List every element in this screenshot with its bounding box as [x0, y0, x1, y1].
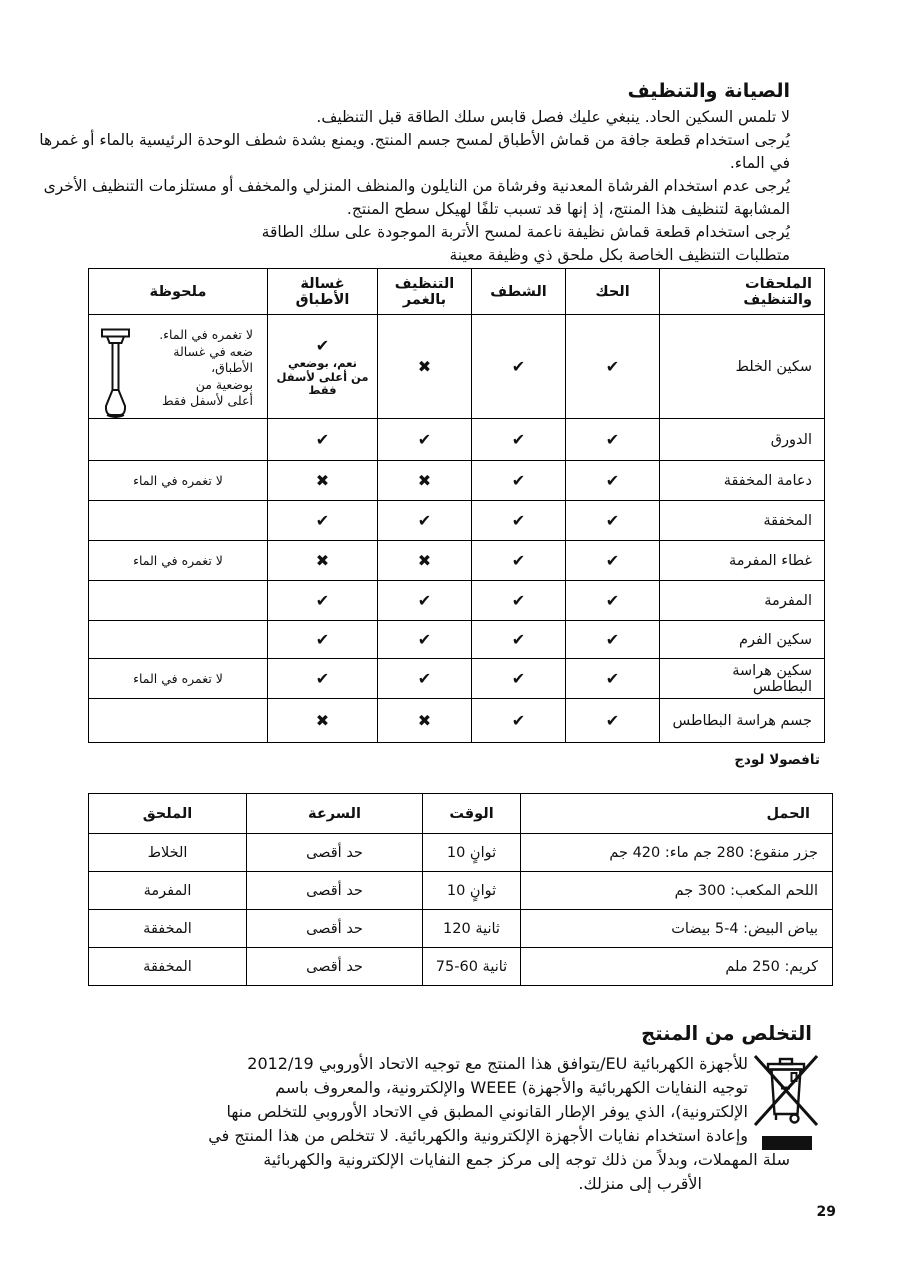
- maintenance-line: متطلبات التنظيف الخاصة بكل ملحق ذي وظيفة معينة: [449, 246, 790, 264]
- table-row: [89, 419, 825, 461]
- recipes-table-header-row: [89, 794, 833, 834]
- time-value: ثانية 60-75: [423, 948, 521, 986]
- rinse-mark: ✔: [472, 315, 566, 419]
- note-cell: [89, 621, 268, 659]
- col-header-accessories: الملحقات والتنظيف: [660, 269, 825, 315]
- speed-value: حد أقصى: [247, 872, 423, 910]
- scrub-mark: ✔: [566, 461, 660, 501]
- table-row: [89, 659, 825, 699]
- table-row: [89, 910, 833, 948]
- accessory-name: الدورق: [660, 419, 825, 461]
- note-line: بوضعية من: [195, 376, 253, 392]
- note-cell: لا تغمره في الماء: [89, 541, 268, 581]
- dishwasher-mark: ✔: [268, 501, 378, 541]
- table-row: [89, 461, 825, 501]
- note-cell: لا تغمره في الماء: [89, 461, 268, 501]
- col-header-immersion: التنظيف بالغمر: [378, 269, 472, 315]
- maintenance-line: يُرجى عدم استخدام الفرشاة المعدنية وفرشاة من النايلون والمنظف المنزلي والمخفف أو مستلزمات التنظيف الأخرى: [43, 177, 790, 195]
- speed-value: حد أقصى: [247, 910, 423, 948]
- speed-value: حد أقصى: [247, 948, 423, 986]
- rinse-mark: ✔: [472, 461, 566, 501]
- note-cell: [89, 419, 268, 461]
- accessory-name: المخفقة: [660, 501, 825, 541]
- disposal-section-title: التخلص من المنتج: [641, 1022, 812, 1045]
- accessory-value: المخفقة: [89, 948, 247, 986]
- accessory-value: المفرمة: [89, 872, 247, 910]
- scrub-mark: ✔: [566, 501, 660, 541]
- recipes-table-label: تافصولا لودج: [734, 752, 820, 768]
- dishwasher-mark: ✖: [268, 461, 378, 501]
- table-row: [89, 581, 825, 621]
- note-cell: لا تغمره في الماء: [89, 659, 268, 699]
- immersion-mark: ✔: [378, 621, 472, 659]
- col-header-scrub: الحك: [566, 269, 660, 315]
- blender-shaft-icon: [99, 328, 133, 418]
- maintenance-line: في الماء.: [729, 154, 790, 172]
- note-line: الأطباق،: [211, 360, 253, 376]
- load-value: اللحم المكعب: 300 جم: [521, 872, 833, 910]
- note-cell: [89, 501, 268, 541]
- rinse-mark: ✔: [472, 699, 566, 743]
- dishwasher-mark: ✔: [268, 581, 378, 621]
- dishwasher-mark: ✔: [268, 621, 378, 659]
- rinse-mark: ✔: [472, 581, 566, 621]
- accessory-name: سكين هراسة البطاطس: [660, 659, 825, 699]
- load-value: كريم: 250 ملم: [521, 948, 833, 986]
- dishwasher-note-line: من أعلى لأسفل فقط: [276, 369, 369, 398]
- col-header-load: الحمل: [521, 794, 833, 834]
- disposal-line: توجيه النفايات الكهربائية والأجهزة) WEEE والإلكترونية، والمعروف باسم: [275, 1078, 748, 1097]
- disposal-line: الإلكترونية)، الذي يوفر الإطار القانوني المطبق في الاتحاد الأوروبي للتخلص منها: [226, 1102, 748, 1121]
- col-header-dishwasher: غسالة الأطباق: [268, 269, 378, 315]
- load-value: جزر منقوع: 280 جم ماء: 420 جم: [521, 834, 833, 872]
- time-value: ثوانٍ 10: [423, 834, 521, 872]
- table-row: [89, 501, 825, 541]
- dishwasher-mark: ✖: [268, 699, 378, 743]
- immersion-mark: ✖: [378, 699, 472, 743]
- note-cell: [89, 581, 268, 621]
- table-row: [89, 834, 833, 872]
- note-cell: [89, 699, 268, 743]
- col-header-time: الوقت: [423, 794, 521, 834]
- table-row: [89, 315, 825, 419]
- dishwasher-mark: ✔: [268, 419, 378, 461]
- accessory-name: جسم هراسة البطاطس: [660, 699, 825, 743]
- accessory-name: المفرمة: [660, 581, 825, 621]
- note-cell: [89, 315, 268, 419]
- immersion-mark: ✔: [378, 501, 472, 541]
- dishwasher-mark: [268, 315, 378, 419]
- immersion-mark: ✔: [378, 581, 472, 621]
- rinse-mark: ✔: [472, 659, 566, 699]
- cleaning-table-header-row: [89, 269, 825, 315]
- immersion-mark: ✖: [378, 461, 472, 501]
- table-row: [89, 872, 833, 910]
- maintenance-line: يُرجى استخدام قطعة جافة من قماش الأطباق لمسح جسم المنتج. ويمنع بشدة شطف الوحدة الرئيسية بالماء أو غمرها: [39, 131, 790, 149]
- rinse-mark: ✔: [472, 501, 566, 541]
- disposal-line: الأقرب إلى منزلك.: [578, 1174, 702, 1193]
- accessory-name: سكين الخلط: [660, 315, 825, 419]
- maintenance-paragraphs: [39, 106, 790, 267]
- accessory-name: سكين الفرم: [660, 621, 825, 659]
- scrub-mark: ✔: [566, 315, 660, 419]
- load-value: بياض البيض: 4-5 بيضات: [521, 910, 833, 948]
- rinse-mark: ✔: [472, 541, 566, 581]
- immersion-mark: ✔: [378, 419, 472, 461]
- time-value: ثوانٍ 10: [423, 872, 521, 910]
- immersion-mark: ✖: [378, 541, 472, 581]
- rinse-mark: ✔: [472, 621, 566, 659]
- check-mark: ✔: [315, 336, 330, 356]
- dishwasher-note-line: نعم، بوضعي: [288, 356, 357, 371]
- rinse-mark: ✔: [472, 419, 566, 461]
- note-line: ضعه في غسالة: [173, 343, 253, 359]
- page-number: 29: [816, 1204, 836, 1220]
- scrub-mark: ✔: [566, 699, 660, 743]
- immersion-mark: ✔: [378, 659, 472, 699]
- maintenance-line: لا تلمس السكين الحاد. ينبغي عليك فصل قابس سلك الطاقة قبل التنظيف.: [316, 108, 790, 126]
- disposal-paragraph: [208, 1052, 790, 1196]
- table-row: [89, 948, 833, 986]
- accessory-name: دعامة المخفقة: [660, 461, 825, 501]
- disposal-line: للأجهزة الكهربائية EU/يتوافق هذا المنتج مع توجيه الاتحاد الأوروبي 2012/19: [247, 1054, 748, 1073]
- note-line: لا تغمره في الماء.: [159, 327, 253, 343]
- time-value: ثانية 120: [423, 910, 521, 948]
- col-header-note: ملحوظة: [89, 269, 268, 315]
- immersion-mark: ✖: [378, 315, 472, 419]
- accessory-value: الخلاط: [89, 834, 247, 872]
- table-row: [89, 541, 825, 581]
- table-row: [89, 621, 825, 659]
- cleaning-table: [88, 268, 825, 743]
- scrub-mark: ✔: [566, 581, 660, 621]
- note-line: أعلى لأسفل فقط: [162, 393, 253, 409]
- dishwasher-mark: ✖: [268, 541, 378, 581]
- accessory-name: غطاء المفرمة: [660, 541, 825, 581]
- scrub-mark: ✔: [566, 541, 660, 581]
- scrub-mark: ✔: [566, 659, 660, 699]
- scrub-mark: ✔: [566, 621, 660, 659]
- accessory-value: المخفقة: [89, 910, 247, 948]
- disposal-line: وإعادة استخدام نفايات الأجهزة الإلكترونية والكهربائية. لا تتخلص من هذا المنتج في: [208, 1126, 748, 1145]
- recipes-table: [88, 793, 833, 986]
- dishwasher-mark: ✔: [268, 659, 378, 699]
- maintenance-line: المشابهة لتنظيف هذا المنتج، إذ إنها قد تسبب تلفًا لهيكل سطح المنتج.: [346, 200, 790, 218]
- col-header-speed: السرعة: [247, 794, 423, 834]
- disposal-line: سلة المهملات، وبدلاً من ذلك توجه إلى مركز جمع النفايات الإلكترونية والكهربائية: [263, 1150, 790, 1169]
- maintenance-section-title: الصيانة والتنظيف: [627, 80, 790, 102]
- maintenance-line: يُرجى استخدام قطعة قماش نظيفة ناعمة لمسح الأتربة الموجودة على سلك الطاقة: [261, 223, 790, 241]
- col-header-accessory: الملحق: [89, 794, 247, 834]
- speed-value: حد أقصى: [247, 834, 423, 872]
- col-header-rinse: الشطف: [472, 269, 566, 315]
- table-row: [89, 699, 825, 743]
- scrub-mark: ✔: [566, 419, 660, 461]
